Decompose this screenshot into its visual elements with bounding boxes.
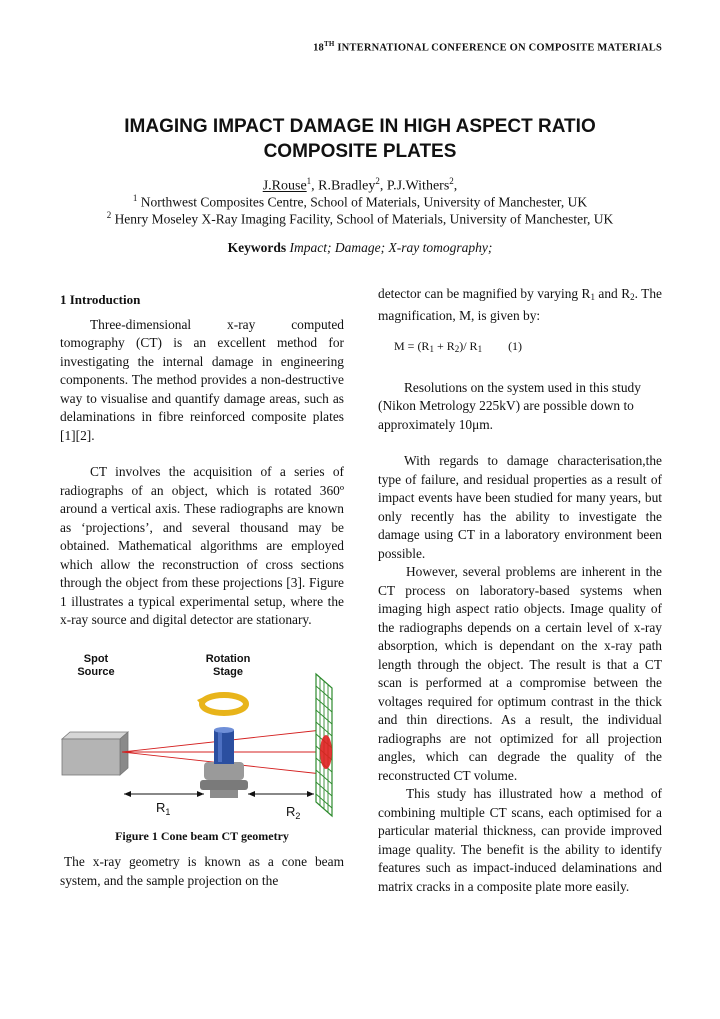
affiliation-1: $^1$ Northwest Composites Centre, School of Materials, University of Manchester, UK	[132, 193, 588, 210]
dimension-r2	[248, 791, 314, 820]
svg-text:R2: $R_2$	[286, 804, 301, 820]
paragraph-resolution: Resolutions on the system used in this study (Nikon Metrology 225kV) are possible down to approximately 10μm.	[378, 379, 641, 432]
digital-detector	[316, 674, 332, 816]
author-3: , P.J.Withers	[379, 178, 450, 194]
label-stage: Stage	[213, 666, 243, 678]
left-column	[60, 291, 344, 630]
section-heading: 1 Introduction	[60, 292, 141, 307]
label-rotation: Rotation	[205, 653, 251, 665]
running-head: 18TH INTERNATIONAL CONFERENCE ON COMPOSITE MATERIALS	[313, 40, 662, 54]
svg-text:R1: $R_1$	[156, 800, 171, 817]
author-2: , R.Bradley	[311, 178, 376, 194]
figure-cone-beam	[60, 644, 350, 820]
right-column	[378, 285, 662, 896]
paragraph-intro-1: Three-dimensional x-ray computed tomography (CT) is an excellent method for investigating the internal damage in engineering components. The method provides a non-destructive way to visualise and quantify damage areas, such as delaminations in fibre reinforced composite plates [1][2].	[60, 316, 344, 443]
paragraph-problems: However, several problems are inherent in the CT process on laboratory-based systems when imaging high aspect ratio objects. Image quality of the radiographs depends on a certain level of x-ray absorption, which is dependant on the x-ray path length through the object. The result is that a CT scan is performed at a compromise between the voltages required for optimum contrast in the thick and thin directions. As a result, the individual radiographs are not optimized for all projection angles, which can degrade the quality of the reconstructed CT volume.	[378, 564, 662, 783]
dimension-r1	[124, 791, 204, 817]
rotation-arrow-icon	[197, 695, 246, 713]
paragraph-magnification: detector can be magnified by varying $R_1$ and $R_2$. The magnification, M, is given by:	[378, 286, 662, 323]
title-line-1: IMAGING IMPACT DAMAGE IN HIGH ASPECT RATIO	[124, 116, 596, 137]
label-source: Source	[77, 666, 115, 678]
affiliation-2: $^2$ Henry Moseley X-Ray Imaging Facility, School of Materials, University of Manchester, UK	[106, 210, 614, 227]
keywords: Keywords Impact; Damage; X-ray tomography;	[227, 240, 493, 255]
paragraph-damage: With regards to damage characterisation,the type of failure, and residual properties as a result of impact events have been studied for many years, but only recently has the ability to investigate the damage using CT in a laboratory environment been possible.	[378, 453, 662, 561]
paragraph-intro-2: CT involves the acquisition of a series of radiographs of an object, which is rotated 360º around a vertical axis. These radiographs are known as ‘projections’, and several thousand may be obtained. Mathematical algorithms are employed which allow the reconstruction of cross sections through the object from these projections [3]. Figure 1 illustrates a typical experimental setup, where the x-ray source and digital detector are stationary.	[60, 464, 344, 627]
paper-title	[60, 114, 660, 164]
rotation-stage	[200, 727, 248, 798]
paragraph-study: This study has illustrated how a method of combining multiple CT scans, each optimised for a particular material thickness, can provide improved image quality. The benefit is the ability to identify features such as impact-induced delaminations and matrix cracks in a composite plate more easily.	[378, 786, 662, 894]
label-spot: Spot	[83, 653, 109, 665]
equation-1: $M = (R_1 + R_2)/$ $R_1$ (1)	[394, 339, 523, 354]
paragraph-intro-3: The x-ray geometry is known as a cone beam system, and the sample projection on the	[60, 854, 344, 888]
figure-caption: Figure 1 Cone beam CT geometry	[115, 829, 289, 843]
author-list: J.Rouse$^1$, R.Bradley$^2$, P.J.Withers$^2$,	[262, 176, 458, 194]
title-line-2: COMPOSITE PLATES	[263, 141, 457, 162]
xray-source-box	[62, 732, 128, 775]
author-1: J.Rouse	[262, 178, 307, 194]
